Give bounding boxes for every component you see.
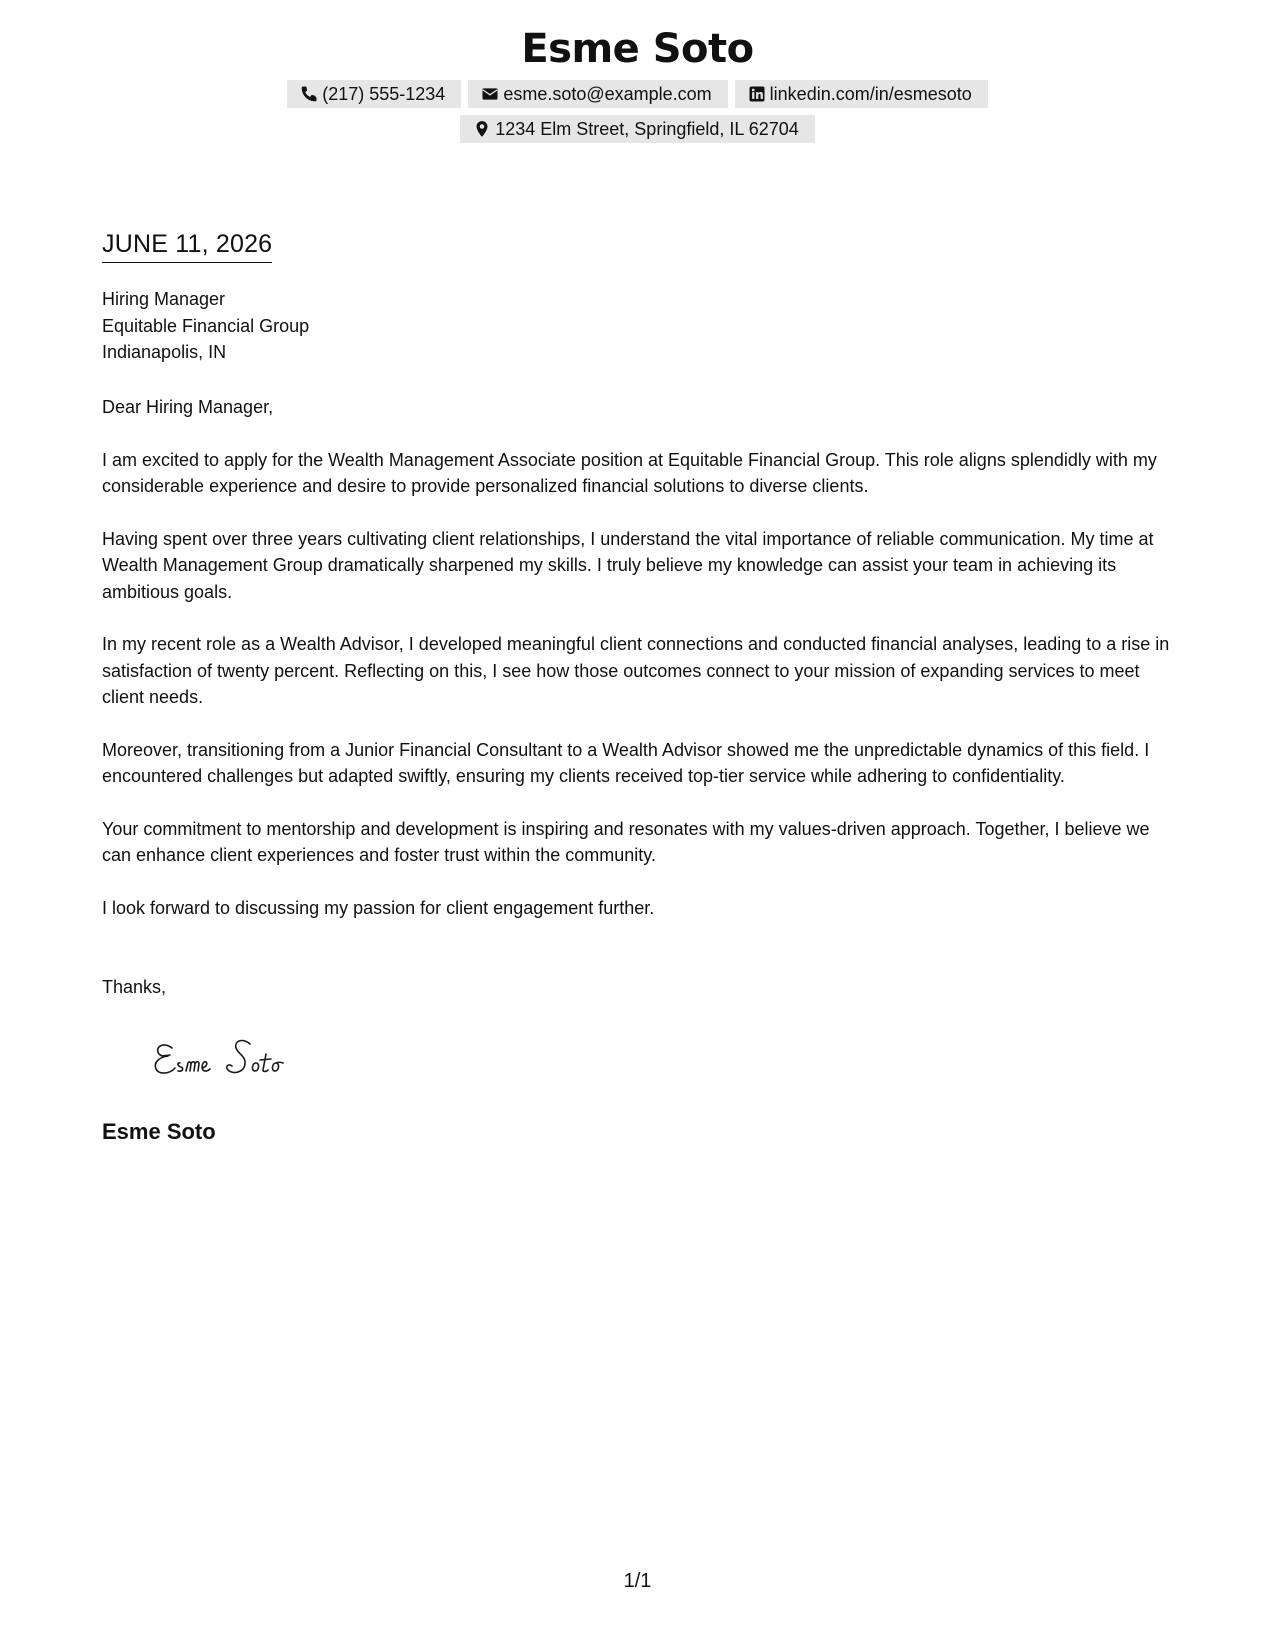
signer-name: Esme Soto xyxy=(102,1119,216,1144)
body-paragraph-1: I am excited to apply for the Wealth Management Associate position at Equitable Financial Group. This role aligns splendidly with my considerable experience and desire to provide personalized financial solutions to diverse clients. xyxy=(102,449,1157,496)
page-number: 1/1 xyxy=(623,1570,652,1592)
body-paragraph-3: In my recent role as a Wealth Advisor, I developed meaningful client connections and conducted financial analyses, leading to a rise in satisfaction of twenty percent. Reflecting on this, I see how those outcomes connect to your mission of expanding services to meet client needs. xyxy=(102,634,1170,707)
letter-date: JUNE 11, 2026 xyxy=(102,228,272,263)
letter-header xyxy=(0,22,1275,143)
recipient-title: Hiring Manager xyxy=(102,289,226,309)
closing-line: Thanks, xyxy=(102,977,167,997)
email-text: esme.soto@example.com xyxy=(503,83,712,104)
phone-icon xyxy=(300,85,318,103)
phone-chip xyxy=(287,80,461,108)
envelope-icon xyxy=(481,85,499,103)
phone-text: (217) 555-1234 xyxy=(322,83,446,104)
salutation: Dear Hiring Manager, xyxy=(102,397,274,417)
recipient-company: Equitable Financial Group xyxy=(102,315,310,336)
recipient-block xyxy=(102,286,309,366)
linkedin-text: linkedin.com/in/esmesoto xyxy=(769,83,972,104)
letter-body xyxy=(102,394,1177,947)
body-paragraph-4: Moreover, transitioning from a Junior Financial Consultant to a Wealth Advisor showed me the unpredictable dynamics of this field. I encountered challenges but adapted swiftly, ensuring my clients received top-tier service while adhering to confidentiality. xyxy=(102,739,1150,786)
linkedin-icon xyxy=(748,85,766,103)
body-paragraph-5: Your commitment to mentorship and development is inspiring and resonates with my values-driven approach. Together, I believe we can enhance client experiences and foster trust within the community. xyxy=(102,818,1150,865)
contact-row-secondary xyxy=(0,115,1275,143)
contact-row-primary xyxy=(0,80,1275,108)
handwritten-signature xyxy=(150,1030,325,1085)
email-chip xyxy=(468,80,727,108)
address-text: 1234 Elm Street, Springfield, IL 62704 xyxy=(495,118,799,139)
body-paragraph-6: I look forward to discussing my passion for client engagement further. xyxy=(102,897,655,918)
body-paragraph-2: Having spent over three years cultivating client relationships, I understand the vital importance of reliable communication. My time at Wealth Management Group dramatically sharpened my skills. I truly believe my knowledge can assist your team in achieving its ambitious goals. xyxy=(102,528,1154,602)
address-chip xyxy=(460,115,815,143)
applicant-name: Esme Soto xyxy=(521,26,754,72)
recipient-location: Indianapolis, IN xyxy=(102,342,227,362)
linkedin-chip xyxy=(735,80,988,108)
map-pin-icon xyxy=(473,120,491,138)
